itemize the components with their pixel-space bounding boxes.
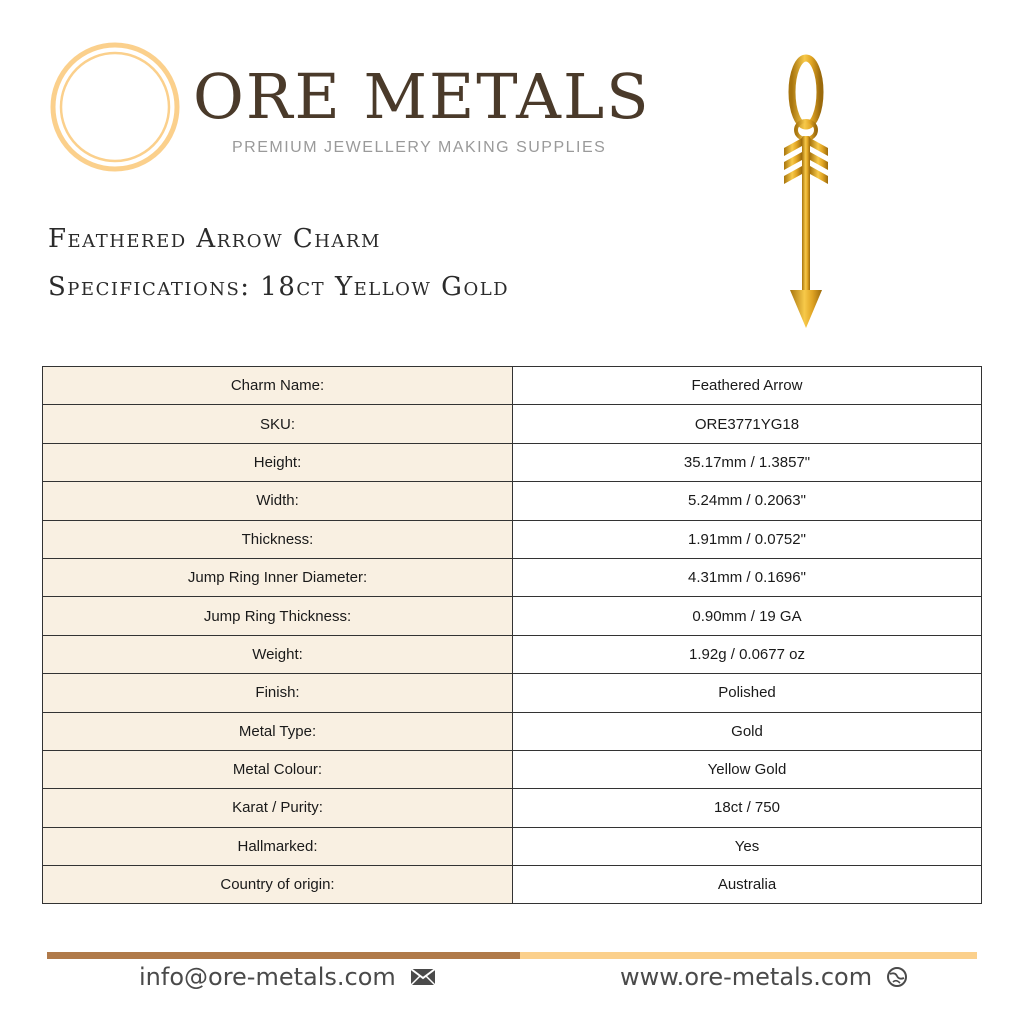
spec-value: 4.31mm / 0.1696" [513,558,982,596]
table-row [43,405,982,443]
spec-label: SKU: [43,405,513,443]
spec-value: Yellow Gold [513,750,982,788]
footer-divider-left [47,952,520,959]
spec-value: Australia [513,866,982,904]
spec-label: Metal Type: [43,712,513,750]
footer-divider-right [520,952,977,959]
spec-label: Metal Colour: [43,750,513,788]
table-row [43,367,982,405]
table-row [43,750,982,788]
spec-label: Thickness: [43,520,513,558]
spec-value: 5.24mm / 0.2063" [513,482,982,520]
table-row [43,827,982,865]
table-row [43,482,982,520]
globe-icon [886,966,908,988]
website-link[interactable]: www.ore-metals.com [620,963,873,991]
envelope-icon [410,968,436,986]
brand-name: ORE METALS [193,60,651,133]
table-row [43,443,982,481]
spec-value: Feathered Arrow [513,367,982,405]
brand-tagline: PREMIUM JEWELLERY MAKING SUPPLIES [232,139,607,156]
logo-ring [48,40,182,174]
spec-label: Hallmarked: [43,827,513,865]
spec-label: Finish: [43,674,513,712]
email-link[interactable]: info@ore-metals.com [139,963,396,991]
spec-value: Polished [513,674,982,712]
gold-arrow-charm-image [772,52,842,334]
product-title: Feathered Arrow Charm [48,224,381,254]
table-row [43,520,982,558]
footer-website[interactable] [620,963,908,991]
spec-label: Weight: [43,635,513,673]
spec-value: Yes [513,827,982,865]
specifications-table [42,366,982,904]
spec-label: Charm Name: [43,367,513,405]
spec-value: 1.91mm / 0.0752" [513,520,982,558]
spec-value: 18ct / 750 [513,789,982,827]
table-row [43,635,982,673]
spec-label: Country of origin: [43,866,513,904]
spec-value: 0.90mm / 19 GA [513,597,982,635]
footer-email[interactable] [139,963,436,991]
table-row [43,866,982,904]
spec-label: Height: [43,443,513,481]
spec-value: 1.92g / 0.0677 oz [513,635,982,673]
table-row [43,597,982,635]
table-row [43,789,982,827]
spec-label: Jump Ring Inner Diameter: [43,558,513,596]
table-row [43,558,982,596]
spec-value: ORE3771YG18 [513,405,982,443]
spec-value: 35.17mm / 1.3857" [513,443,982,481]
table-row [43,674,982,712]
table-row [43,712,982,750]
spec-label: Width: [43,482,513,520]
specs-heading: Specifications: 18ct Yellow Gold [48,272,510,302]
spec-label: Karat / Purity: [43,789,513,827]
spec-value: Gold [513,712,982,750]
spec-label: Jump Ring Thickness: [43,597,513,635]
